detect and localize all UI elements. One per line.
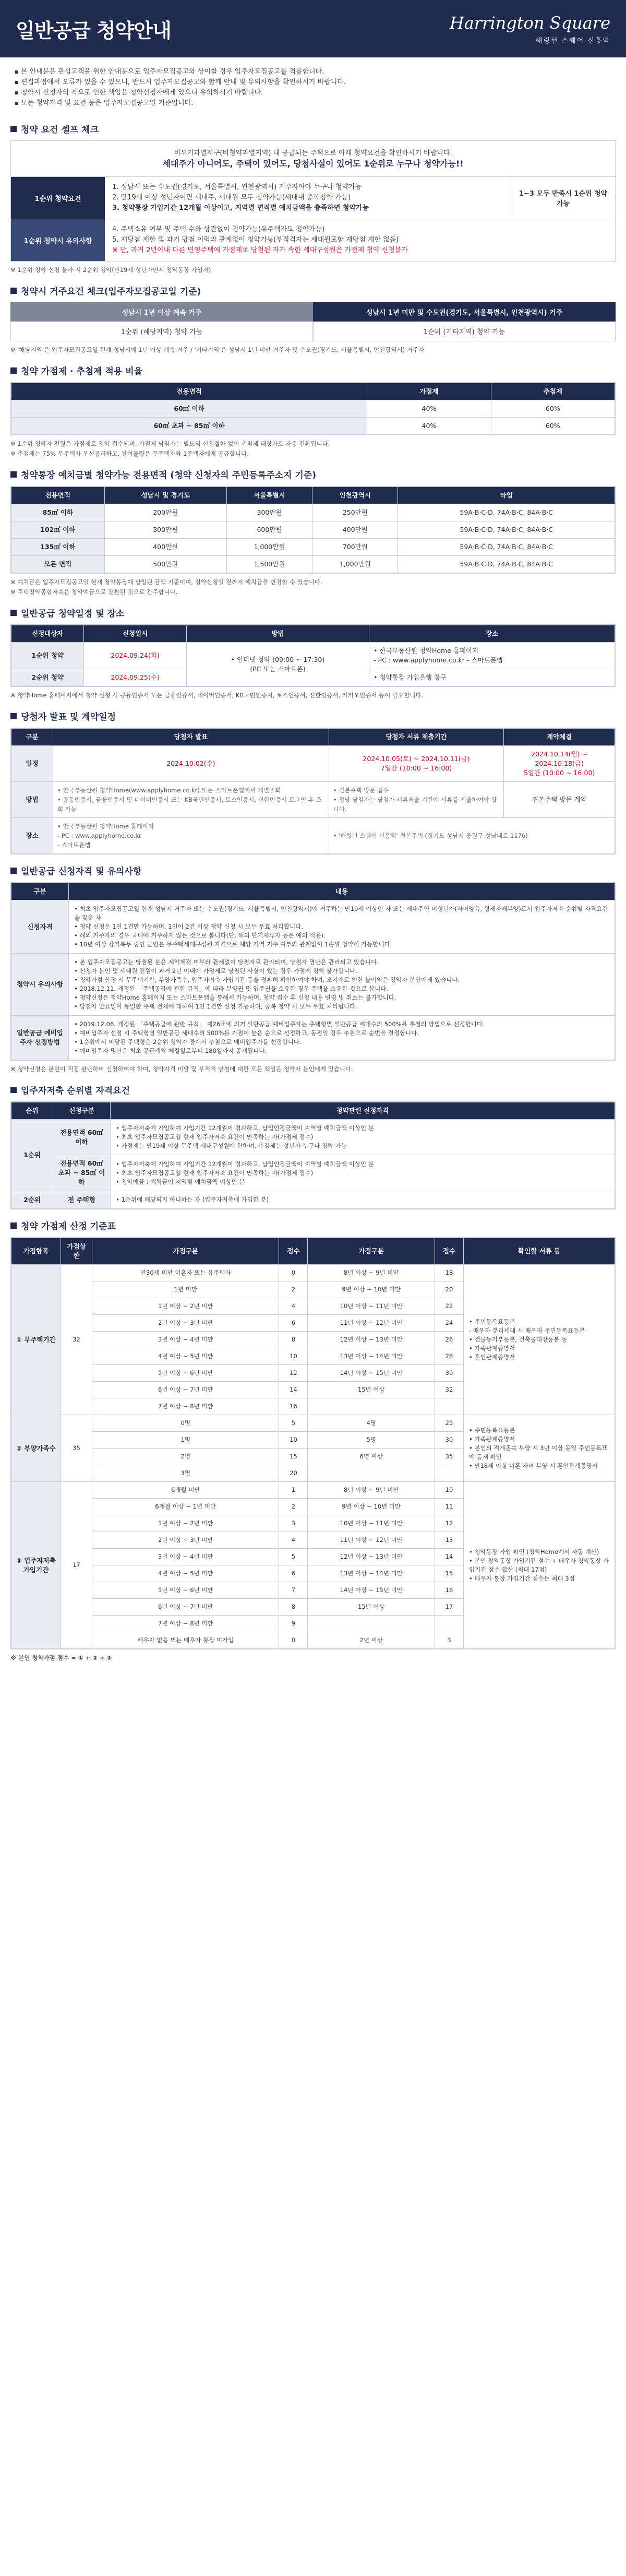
score-table-box bbox=[10, 1237, 616, 1649]
table-row: ② 부양가족수 35 0명 5 4명 25 • 주민등록표등본 • 가족관계증명서 • 본인의 직계존속 부양 시 3년 이상 동일 주민등록표에 등재 확인 • 만18세 이상 미혼 자녀 부양 시 혼인관계증명서 bbox=[11, 1415, 615, 1432]
table-row: 일반공급 예비입주자 선정방법 • 2019.12.06. 개정된 「주택공급에 관한 규칙」 제26조에 의거 일반공급 예비입주자는 주택형별 일반공급 세대수의 500%를 추첨의 방법으로 선정합니다. • 예비입주자 선정 시 주택형별 일반공급 세대수의 500%를 가점이 높은 순으로 선정하고, 동점일 경우 추첨으로 순번을 결정합니다. • 1순위에서 미달된 주택형은 2순위 청약자 중에서 추첨으로 예비입주자를 선정합니다. • 예비입주자 명단은 최초 공급계약 체결일로부터 180일까지 공개됩니다. bbox=[11, 1016, 615, 1060]
section-title-schedule: 일반공급 청약일정 및 장소 bbox=[0, 597, 626, 624]
table-row: 1년 이상 ~ 2년 미만 4 10년 이상 ~ 11년 미만 22 bbox=[11, 1298, 615, 1315]
table-row: 5년 이상 ~ 6년 미만 12 14년 이상 ~ 15년 미만 30 bbox=[11, 1365, 615, 1382]
self-check-head: 비투기과열지구(비청약과열지역) 내 공급되는 주택으로 아래 청약요건을 확인하시기 바랍니다. 세대주가 아니어도, 주택이 있어도, 당첨사실이 있어도 1순위로 누구나 청약가능!! bbox=[11, 141, 615, 177]
table-row: 전용면적 60㎡ 초과 ~ 85㎡ 이하 • 입주자저축에 가입하여 가입기간 12개월이 경과하고, 납입인정금액이 지역별 예치금액 이상인 분 • 최초 입주자모집공고일 현재 입주자저축 요건이 만족하는 자(가점제 접수) • 청약예금 : 예치금이 지역별 예치금액 이상인 분 bbox=[11, 1155, 615, 1191]
table-row: 3년 이상 ~ 4년 미만 8 12년 이상 ~ 13년 미만 26 bbox=[11, 1332, 615, 1348]
logo-sub: 해링턴 스퀘어 신흥역 bbox=[535, 37, 610, 45]
logo-script: Harrington Square bbox=[449, 13, 610, 33]
ratio-table-box bbox=[10, 382, 616, 435]
section-title-self-check: 청약 요건 셀프 체크 bbox=[0, 113, 626, 140]
table-row: 135㎡ 이하 400만원 1,000만원 700만원 59A·B·C·D, 74A·B·C, 84A·B·C bbox=[11, 539, 615, 556]
square-bullet-icon bbox=[10, 126, 17, 132]
table-row: 3년 이상 ~ 4년 미만 5 12년 이상 ~ 13년 미만 14 bbox=[11, 1549, 615, 1565]
table-row: 1명 10 5명 30 bbox=[11, 1432, 615, 1449]
qual-row-requirements bbox=[11, 177, 615, 219]
table-row: 4년 이상 ~ 5년 미만 10 13년 이상 ~ 14년 미만 28 bbox=[11, 1348, 615, 1365]
footnote: ※ 본인 청약가점 점수 = ① + ② + ③ bbox=[10, 1654, 112, 1661]
square-bullet-icon bbox=[10, 471, 17, 478]
square-bullet-icon bbox=[10, 1087, 17, 1093]
footnote: ※ 1순위 청약 신청 불가 시 2순위 청약(만19세 성년자면서 청약통장 가입자) bbox=[10, 266, 211, 274]
footnote: ※ 청약Home 홈페이지에서 청약 신청 시 공동인증서 또는 금융인증서, 네이버인증서, KB국민인증서, 토스인증서, 신한인증서, 카카오인증서 등이 필요합니다. bbox=[10, 692, 424, 699]
table-row: 60㎡ 초과 ~ 85㎡ 이하 40% 60% bbox=[11, 418, 615, 435]
section-title-rank: 입주자저축 순위별 자격요건 bbox=[0, 1074, 626, 1101]
square-bullet-icon bbox=[10, 1222, 17, 1229]
footnote: ※ 청약신청은 본인이 직접 판단하여 신청하여야 하며, 청약자격 미달 및 부적격 당첨에 대한 모든 책임은 청약자 본인에게 있습니다. bbox=[10, 1065, 353, 1073]
residency-col-other: 성남시 1년 미만 및 수도권(경기도, 서울특별시, 인천광역시) 거주 1순위 (기타지역) 청약 가능 bbox=[313, 302, 616, 341]
square-bullet-icon bbox=[10, 868, 17, 874]
square-bullet-icon bbox=[10, 713, 17, 719]
section-title-score: 청약 가점제 산정 기준표 bbox=[0, 1209, 626, 1237]
table-row: 2순위 청약 2024.09.25(수) • 청약통장 가입은행 창구 bbox=[11, 669, 615, 686]
residency-row bbox=[10, 302, 616, 341]
square-bullet-icon bbox=[10, 367, 17, 374]
qual-body: 4. 주택소유 여부 및 주택 수와 상관없이 청약가능(유주택자도 청약가능) 5. 재당첨 제한 및 과거 당첨 이력과 관계없이 청약가능(부적격자는 세대원포함 재당첨 제한 없음) ※ 단, 과거 2년이내 다른 민영주택에 가점제로 당첨된 자가 속한 세대구성원은 가점제 청약 신청불가 bbox=[112, 225, 408, 254]
table-row: 2명 15 6명 이상 35 bbox=[11, 1449, 615, 1465]
contract-table: 구분 당첨자 발표 당첨자 서류 제출기간 계약체결 일정 2024.10.02(수) 2024.10.05(토) ~ 2024.10.11(금) 7일간 (10:00 ~ 16:00) 2024.10.14(월) ~ 2024.10.18(금) 5일간 (10:00 ~ 16:00) 방법 • 한국부동산원 청약Home(www.applyhome.co.kr) 또는 스마트폰앱에서 개별조회 • 공동인증서, 금융인증서 및 네이버인증서 또는 KB국민인증서, 토스인증서, 신한인증서 로그인 후 조회 가능 • 견본주택 방문 접수 • 정당 당첨자는 당첨자 서류제출 기간에 서류를 제출하여야 합니다. 견본주택 방문 계약 장소 • 한국부동산원 청약Home 홈페이지 - PC : www.applyhome.co.kr - 스마트폰앱 • '해링턴 스퀘어 신흥역' 견본주택 (경기도 성남시 중원구 성남대로 1176) bbox=[11, 728, 615, 854]
footnote: ※ 주택청약종합저축은 청약예금으로 전환된 것으로 간주합니다. bbox=[10, 588, 178, 596]
footnote: ※ 1순위 청약자 전원은 가점제로 청약 접수되며, 가점제 낙첨자는 별도의 신청절차 없이 추첨제 대상자로 자동 전환됩니다. bbox=[10, 440, 330, 447]
section-title-residency: 청약시 거주요건 체크(입주자모집공고일 기준) bbox=[0, 275, 626, 302]
section-title-contract: 당첨자 발표 및 계약일정 bbox=[0, 700, 626, 728]
table-row: 배우자 없음 또는 배우자 통장 미가입 0 2년 이상 3 bbox=[11, 1632, 615, 1649]
table-row: 모든 면적 500만원 1,500만원 1,000만원 59A·B·C·D, 74A·B·C, 84A·B·C bbox=[11, 556, 615, 573]
table-row: 2순위 전 주택형 • 1순위에 해당되지 아니하는 자 (입주자저축에 가입한 분) bbox=[11, 1191, 615, 1209]
table-row: ① 무주택기간 32 만30세 미만 미혼자 또는 유주택자 0 8년 이상 ~ 9년 미만 18 • 주민등록표등본 - 배우자 분리세대 시 배우자 주민등록표등본 • 건물등기부등본, 건축물대장등본 등 • 가족관계증명서 • 혼인관계증명서 bbox=[11, 1265, 615, 1281]
residency-col-local: 성남시 1년 이상 계속 거주 1순위 (해당지역) 청약 가능 bbox=[10, 302, 313, 341]
table-row: 5년 이상 ~ 6년 미만 7 14년 이상 ~ 15년 미만 16 bbox=[11, 1582, 615, 1599]
footnote: ※ 추첨제는 75% 무주택자 우선공급하고, 잔여물량은 무주택자와 1주택자에게 공급합니다. bbox=[10, 450, 249, 457]
note-item: ■ 모든 청약자격 및 요건 등은 입주자모집공고일 기준입니다. bbox=[15, 98, 611, 109]
table-row: 4년 이상 ~ 5년 미만 6 13년 이상 ~ 14년 미만 15 bbox=[11, 1565, 615, 1582]
deposit-table-box bbox=[10, 486, 616, 574]
brand-logo bbox=[450, 13, 610, 45]
section-title-deposit: 청약통장 예치금별 청약가능 전용면적 (청약 신청자의 주민등록주소지 기준) bbox=[0, 458, 626, 486]
table-row: 6년 이상 ~ 7년 미만 14 15년 이상 32 bbox=[11, 1382, 615, 1398]
qual-label: 1순위 청약시 유의사항 bbox=[11, 219, 105, 261]
rank-table-box bbox=[10, 1101, 616, 1209]
table-row: 7년 이상 ~ 8년 미만 9 bbox=[11, 1616, 615, 1632]
self-check-box bbox=[10, 140, 616, 262]
table-row: 1년 미만 2 9년 이상 ~ 10년 미만 20 bbox=[11, 1281, 615, 1298]
table-row: 청약시 유의사항 • 본 입주자모집공고는 당첨된 분은 계약체결 여부와 관계없이 당첨자로 관리되며, 당첨자 명단은 관리되고 있습니다. • 신청자 본인 및 세대원 전원이 과거 2년 이내에 가점제로 당첨된 사실이 있는 경우 가점제 청약 불가합니다. • 청약가점 산정 시 무주택기간, 부양가족수, 입주자저축 가입기간 등을 정확히 확인하여야 하며, 오기재로 인한 불이익은 청약자 본인에게 있습니다. • 2018.12.11. 개정된 「주택공급에 관한 규칙」에 따라 분양권 및 입주권을 소유한 경우 주택을 소유한 것으로 봅니다. • 청약신청은 청약Home 홈페이지 또는 스마트폰앱을 통해서 가능하며, 청약 접수 후 신청 내용 변경 및 취소는 불가합니다. • 당첨자 발표일이 동일한 주택 전체에 대하여 1인 1건만 신청 가능하며, 중복 청약 시 모두 무효 처리됩니다. bbox=[11, 954, 615, 1016]
eligibility-table-box bbox=[10, 882, 616, 1061]
residency-box bbox=[10, 302, 616, 341]
qual-label: 1순위 청약요건 bbox=[11, 177, 105, 219]
table-row: 7년 이상 ~ 8년 미만 16 bbox=[11, 1398, 615, 1415]
intro-notes bbox=[0, 57, 626, 113]
contract-table-box bbox=[10, 728, 616, 854]
schedule-table: 신청대상자 신청일시 방법 장소 1순위 청약 2024.09.24(화) • 인터넷 청약 (09:00 ~ 17:30) (PC 또는 스마트폰) • 한국부동산원 청약Home 홈페이지 - PC : www.applyhome.co.kr - 스마트폰앱 2순위 청약 2024.09.25(수) • 청약통장 가입은행 창구 bbox=[11, 625, 615, 686]
ratio-table: 전용면적 가점제 추첨제 60㎡ 이하 40% 60% 60㎡ 초과 ~ 85㎡ 이하 40% 60% bbox=[11, 383, 615, 435]
deposit-table: 전용면적 성남시 및 경기도 서울특별시 인천광역시 타입 85㎡ 이하 200만원 300만원 250만원 59A·B·C·D, 74A·B·C, 84A·B·C 102㎡ 이하 300만원 600만원 400만원 59A·B·C·D, 74A·B·C, 84A·B·C 135㎡ 이하 400만원 1,000만원 700만원 59A·B·C·D, 74A·B·C, 84A·B·C 모든 면적 500만원 1,500만원 1,000만원 59A·B·C·D, 74A·B·C, 84A·B·C bbox=[11, 486, 615, 573]
table-row: 6개월 이상 ~ 1년 미만 2 9년 이상 ~ 10년 미만 11 bbox=[11, 1499, 615, 1515]
square-bullet-icon bbox=[10, 288, 17, 294]
table-row: 85㎡ 이하 200만원 300만원 250만원 59A·B·C·D, 74A·B·C, 84A·B·C bbox=[11, 504, 615, 521]
table-row: 102㎡ 이하 300만원 600만원 400만원 59A·B·C·D, 74A·B·C, 84A·B·C bbox=[11, 521, 615, 539]
qual-side-note: 1~3 모두 만족시 1순위 청약가능 bbox=[511, 177, 615, 219]
page-title: 일반공급 청약안내 bbox=[16, 19, 171, 42]
score-table-body bbox=[11, 1265, 615, 1649]
table-row: 장소 • 한국부동산원 청약Home 홈페이지 - PC : www.applyhome.co.kr - 스마트폰앱 • '해링턴 스퀘어 신흥역' 견본주택 (경기도 성남시 중원구 성남대로 1176) bbox=[11, 818, 615, 854]
table-row: 방법 • 한국부동산원 청약Home(www.applyhome.co.kr) 또는 스마트폰앱에서 개별조회 • 공동인증서, 금융인증서 및 네이버인증서 또는 KB국민인증서, 토스인증서, 신한인증서 로그인 후 조회 가능 • 견본주택 방문 접수 • 정당 당첨자는 당첨자 서류제출 기간에 서류를 제출하여야 합니다. 견본주택 방문 계약 bbox=[11, 782, 615, 818]
qual-row-caution bbox=[11, 219, 615, 261]
qual-body: 1. 성남시 또는 수도권(경기도, 서울특별시, 인천광역시) 거주자여야 누구나 청약가능 2. 만19세 이상 성년자이면 세대주, 세대원 모두 청약가능(세대내 중복청약 가능) 3. 청약통장 가입기간 12개월 이상이고, 지역별 면적별 예치금액을 충족하면 청약가능 bbox=[112, 183, 369, 212]
table-row: 2년 이상 ~ 3년 미만 4 11년 이상 ~ 12년 미만 13 bbox=[11, 1532, 615, 1549]
table-row: 2년 이상 ~ 3년 미만 6 11년 이상 ~ 12년 미만 24 bbox=[11, 1315, 615, 1332]
table-row: 6년 이상 ~ 7년 미만 8 15년 이상 17 bbox=[11, 1599, 615, 1616]
rank-table: 순위 신청구분 청약관련 신청자격 1순위 전용면적 60㎡ 이하 • 입주자저축에 가입하여 가입기간 12개월이 경과하고, 납입인정금액이 지역별 예치금액 이상인 분 • 최초 입주자모집공고일 현재 입주자저축 요건이 만족하는 자(가점제 접수) • 가점제는 만19세 이상 무주택 세대구성원에 한하며, 추첨제는 성년자 누구나 청약 가능 전용면적 60㎡ 초과 ~ 85㎡ 이하 • 입주자저축에 가입하여 가입기간 12개월이 경과하고, 납입인정금액이 지역별 예치금액 이상인 분 • 최초 입주자모집공고일 현재 입주자저축 요건이 만족하는 자(가점제 접수) • 청약예금 : 예치금이 지역별 예치금액 이상인 분 2순위 전 주택형 • 1순위에 해당되지 아니하는 자 (입주자저축에 가입한 분) bbox=[11, 1102, 615, 1209]
table-row: ③ 입주자저축 가입기간 17 6개월 미만 1 8년 이상 ~ 9년 미만 10 • 청약통장 가입 확인 (청약Home에서 자동 계산) • 본인 청약통장 가입기간 점수 + 배우자 청약통장 가입기간 점수 합산 (최대 17점) • 배우자 통장 가입기간 점수는 최대 3점 bbox=[11, 1482, 615, 1499]
note-item: ■ 청약시 신청자의 착오로 인한 책임은 청약신청자에게 있으니 유의하시기 바랍니다. bbox=[15, 88, 611, 98]
schedule-table-box bbox=[10, 624, 616, 687]
header-bar bbox=[0, 0, 626, 57]
table-row: 1순위 전용면적 60㎡ 이하 • 입주자저축에 가입하여 가입기간 12개월이 경과하고, 납입인정금액이 지역별 예치금액 이상인 분 • 최초 입주자모집공고일 현재 입주자저축 요건이 만족하는 자(가점제 접수) • 가점제는 만19세 이상 무주택 세대구성원에 한하며, 추첨제는 성년자 누구나 청약 가능 bbox=[11, 1120, 615, 1155]
table-row: 1순위 청약 2024.09.24(화) • 인터넷 청약 (09:00 ~ 17:30) (PC 또는 스마트폰) • 한국부동산원 청약Home 홈페이지 - PC : www.applyhome.co.kr - 스마트폰앱 bbox=[11, 643, 615, 669]
table-row: 1년 이상 ~ 2년 미만 3 10년 이상 ~ 11년 미만 12 bbox=[11, 1515, 615, 1532]
section-title-eligibility: 일반공급 신청자격 및 유의사항 bbox=[0, 854, 626, 882]
footnote: ※ '해당지역'은 입주자모집공고일 현재 성남시에 1년 이상 계속 거주 / '기타지역'은 성남시 1년 미만 거주자 및 수도권(경기도, 서울특별시, 인천광역시) 거주자 bbox=[10, 346, 425, 353]
table-row: 60㎡ 이하 40% 60% bbox=[11, 400, 615, 418]
table-row: 3명 20 bbox=[11, 1465, 615, 1482]
eligibility-table: 구분 내용 신청자격 • 최초 입주자모집공고일 현재 성남시 거주자 또는 수도권(경기도, 서울특별시, 인천광역시)에 거주하는 만19세 이상인 자 또는 세대주인 미성년자(자녀양육, 형제자매부양)로서 입주자저축 순위별 자격요건을 갖춘 자 • 청약 신청은 1인 1건만 가능하며, 1인이 2건 이상 청약 신청 시 모두 무효 처리합니다. • 해외 거주자의 경우 국내에 거주하지 않는 것으로 봅니다(단, 해외 단기체류자 등은 예외 적용). • 10년 이상 장기복무 중인 군인은 무주택세대구성원 자격으로 해당 지역 거주 여부와 관계없이 1순위 청약이 가능합니다. 청약시 유의사항 • 본 입주자모집공고는 당첨된 분은 계약체결 여부와 관계없이 당첨자로 관리되며, 당첨자 명단은 관리되고 있습니다. • 신청자 본인 및 세대원 전원이 과거 2년 이내에 가점제로 당첨된 사실이 있는 경우 가점제 청약 불가합니다. • 청약가점 산정 시 무주택기간, 부양가족수, 입주자저축 가입기간 등을 정확히 확인하여야 하며, 오기재로 인한 불이익은 청약자 본인에게 있습니다. • 2018.12.11. 개정된 「주택공급에 관한 규칙」에 따라 분양권 및 입주권을 소유한 경우 주택을 소유한 것으로 봅니다. • 청약신청은 청약Home 홈페이지 또는 스마트폰앱을 통해서 가능하며, 청약 접수 후 신청 내용 변경 및 취소는 불가합니다. • 당첨자 발표일이 동일한 주택 전체에 대하여 1인 1건만 신청 가능하며, 중복 청약 시 모두 무효 처리됩니다. 일반공급 예비입주자 선정방법 • 2019.12.06. 개정된 「주택공급에 관한 규칙」 제26조에 의거 일반공급 예비입주자는 주택형별 일반공급 세대수의 500%를 추첨의 방법으로 선정합니다. • 예비입주자 선정 시 주택형별 일반공급 세대수의 500%를 가점이 높은 순으로 선정하고, 동점일 경우 추첨으로 순번을 결정합니다. • 1순위에서 미달된 주택형은 2순위 청약자 중에서 추첨으로 예비입주자를 선정합니다. • 예비입주자 명단은 최초 공급계약 체결일로부터 180일까지 공개됩니다. bbox=[11, 883, 615, 1060]
note-item: ■ 편집과정에서 오류가 있을 수 있으니, 반드시 입주자모집공고와 함께 안내 및 유의사항을 확인하시기 바랍니다. bbox=[15, 77, 611, 88]
note-item: ■ 본 안내문은 관심고객을 위한 안내문으로 입주자모집공고와 상이할 경우 입주자모집공고를 적용합니다. bbox=[15, 67, 611, 77]
table-row: 일정 2024.10.02(수) 2024.10.05(토) ~ 2024.10.11(금) 7일간 (10:00 ~ 16:00) 2024.10.14(월) ~ 2024.10.18(금) 5일간 (10:00 ~ 16:00) bbox=[11, 746, 615, 782]
table-row: 신청자격 • 최초 입주자모집공고일 현재 성남시 거주자 또는 수도권(경기도, 서울특별시, 인천광역시)에 거주하는 만19세 이상인 자 또는 세대주인 미성년자(자녀양육, 형제자매부양)로서 입주자저축 순위별 자격요건을 갖춘 자 • 청약 신청은 1인 1건만 가능하며, 1인이 2건 이상 청약 신청 시 모두 무효 처리합니다. • 해외 거주자의 경우 국내에 거주하지 않는 것으로 봅니다(단, 해외 단기체류자 등은 예외 적용). • 10년 이상 장기복무 중인 군인은 무주택세대구성원 자격으로 해당 지역 거주 여부와 관계없이 1순위 청약이 가능합니다. bbox=[11, 900, 615, 954]
square-bullet-icon bbox=[10, 610, 17, 616]
section-title-ratio: 청약 가점제 · 추첨제 적용 비율 bbox=[0, 354, 626, 382]
score-table: 가점항목 가점상한 가점구분 점수 가점구분 점수 확인할 서류 등 ① 무주택기간 32 만30세 미만 미혼자 또는 유주택자 0 8년 이상 ~ 9년 미만 18 • 주민등록표등본 - 배우자 분리세대 시 배우자 주민등록표등본 • 건물등기부등본, 건축물대장등본 등 • 가족관계증명서 • 혼인관계증명서 1년 미만 2 9년 이상 ~ 10년 미만 20 1년 이상 ~ 2년 미만 4 10년 이상 ~ 11년 미만 22 2년 이상 ~ 3년 미만 6 11년 이상 ~ 12년 미만 24 3년 이상 ~ 4년 미만 8 12년 이상 ~ 13년 미만 26 4년 이상 ~ 5년 미만 10 13년 이상 ~ 14년 미만 28 5년 이상 ~ 6년 미만 12 14년 이상 ~ 15년 미만 30 6년 이상 ~ 7년 미만 14 15년 이상 32 7년 이상 ~ 8년 미만 16 ② 부양가족수 35 0명 5 4명 25 • 주민등록표등본 • 가족관계증명서 • 본인의 직계존속 부양 시 3년 이상 동일 주민등록표에 등재 확인 • 만18세 이상 미혼 자녀 부양 시 혼인관계증명서 1명 10 5명 30 2명 15 6명 이상 35 3명 20 ③ 입주자저축 가입기간 17 6개월 미만 1 8년 이상 ~ 9년 미만 10 • 청약통장 가입 확인 (청약Home에서 자동 계산) • 본인 청약통장 가입기간 점수 + 배우자 청약통장 가입기간 점수 합산 (최대 17점) • 배우자 통장 가입기간 점수는 최대 3점 6개월 이상 ~ 1년 미만 2 9년 이상 ~ 10년 미만 11 1년 이상 ~ 2년 미만 3 10년 이상 ~ 11년 미만 12 2년 이상 ~ 3년 미만 4 11년 이상 ~ 12년 미만 13 3년 이상 ~ 4년 미만 5 12년 이상 ~ 13년 미만 14 4년 이상 ~ 5년 미만 6 13년 이상 ~ 14년 미만 15 5년 이상 ~ 6년 미만 7 14년 이상 ~ 15년 미만 16 6년 이상 ~ 7년 미만 8 15년 이상 17 7년 이상 ~ 8년 미만 9 배우자 없음 또는 배우자 통장 미가입 0 2년 이상 3 bbox=[11, 1238, 615, 1649]
footnote: ※ 예치금은 입주자모집공고일 현재 청약통장에 납입된 금액 기준이며, 청약신청일 전까지 예치금을 변경할 수 있습니다. bbox=[10, 578, 322, 586]
